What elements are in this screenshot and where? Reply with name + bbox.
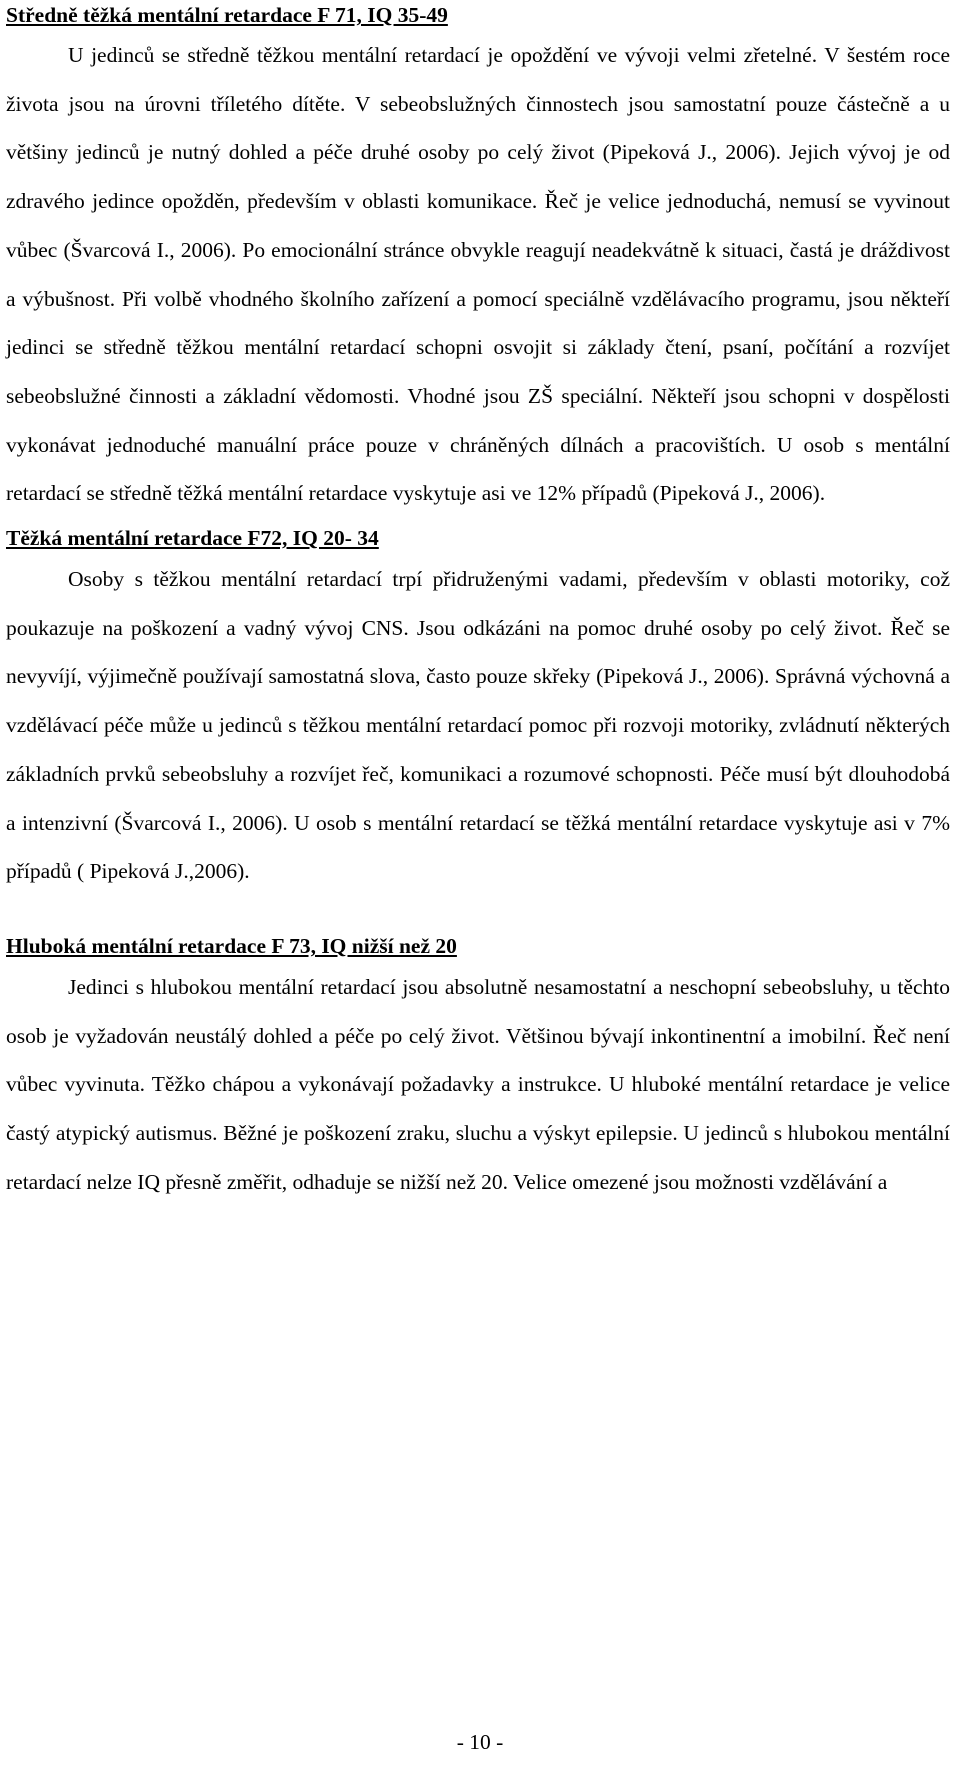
heading-severe-retardation: Těžká mentální retardace F72, IQ 20- 34 (6, 526, 379, 551)
paragraph-severe-retardation: Osoby s těžkou mentální retardací trpí přidruženými vadami, především v oblasti motoriky, což poukazuje na poškození a vadný vývoj CNS. Jsou odkázáni na pomoc druhé osoby po celý život. Řeč se nevyvíjí, výjimečně používají samostatná slova, často pouze skřeky (Pipeková J., 2006). Správná výchovná a vzdělávací péče může u jedinců s těžkou mentální retardací pomoc při rozvoji motoriky, zvládnutí některých základních prvků sebeobsluhy a rozvíjet řeč, komunikaci a rozumové schopnosti. Péče musí být dlouhodobá a intenzivní (Švarcová I., 2006). U osob s mentální retardací se těžká mentální retardace vyskytuje asi v 7% případů ( Pipeková J.,2006). (6, 567, 950, 884)
page-number: - 10 - (456, 1730, 504, 1754)
heading-moderate-retardation: Středně těžká mentální retardace F 71, IQ 35-49 (6, 3, 448, 27)
paragraph-profound-retardation: Jedinci s hlubokou mentální retardací jsou absolutně nesamostatní a neschopní sebeobsluhy, u těchto osob je vyžadován neustálý dohled a péče po celý život. Většinou bývají inkontinentní a imobilní. Řeč není vůbec vyvinuta. Těžko chápou a vykonávají požadavky a instrukce. U hluboké mentální retardace je velice častý atypický autismus. Běžné je poškození zraku, sluchu a výskyt epilepsie. U jedinců s hlubokou mentální retardací nelze IQ přesně změřit, odhaduje se nižší než 20. Velice omezené jsou možnosti vzdělávání a (6, 974, 950, 1194)
document-body (6, 0, 950, 1206)
paragraph-moderate-retardation: U jedinců se středně těžkou mentální retardací je opoždění ve vývoji velmi zřetelné. V šestém roce života jsou na úrovni tříletého dítěte. V sebeobslužných činnostech jsou samostatní pouze částečně a u většiny jedinců je nutný dohled a péče druhé osoby po celý život (Pipeková J., 2006). Jejich vývoj je od zdravého jedince opožděn, především v oblasti komunikace. Řeč je velice jednoduchá, nemusí se vyvinout vůbec (Švarcová I., 2006). Po emocionální stránce obvykle reagují neadekvátně k situaci, častá je dráždivost a výbušnost. Při volbě vhodného školního zařízení a pomocí speciálně vzdělávacího programu, jsou někteří jedinci se středně těžkou mentální retardací schopni osvojit si základy čtení, psaní, počítání a rozvíjet sebeobslužné činnosti a základní vědomosti. Vhodné jsou ZŠ speciální. Někteří jsou schopni v dospělosti vykonávat jednoduché manuální práce pouze v chráněných dílnách a pracovištích. U osob s mentální retardací se středně těžká mentální retardace vyskytuje asi ve 12% případů (Pipeková J., 2006). (6, 43, 950, 506)
heading-profound-retardation: Hluboká mentální retardace F 73, IQ nižší než 20 (6, 933, 457, 958)
